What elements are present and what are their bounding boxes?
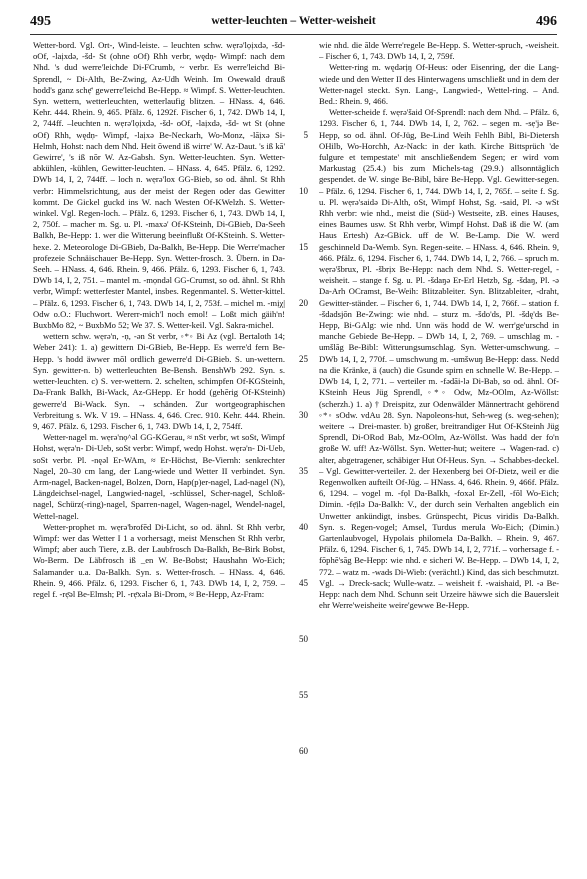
line-number: 10 [299,186,308,196]
line-number: 35 [299,466,308,476]
entry-wetter-regel-cont: wie nhd. die ālde Werre'regele Be-Hepp. S. Wetter-spruch, -weisheit. – Fischer 6, 1, 743. DWb 14, I, 2, 759f. [319,40,559,62]
page-number-right: 496 [536,14,557,29]
line-number: 40 [299,522,308,532]
entry-wettern: wettern schw. wẹrə'n, -ṇ, -ən St verbr, ◦*◦ Bi Az (vgl. Bertaloth 14; Weber 241): 1. a) gewittern Di-GBieb, Be-Hepp. Es werre'd fern Be-Hepp. 's hodd äwwer mōl ordlich gewerre'd Di-GBieb. S. un-wettern. Syn. gewitter-n. b) wetterleuchten Be-Bensh. BenshWb 292. Syn. s. wetter-leuchten. c) S. ver-wettern. 2. schelten, schimpfen Of-KGSteinh, Da-Frank Balkh, Bi-Wack, Az-GHepp. Er hodd (gehērig Of-KSteinh) gewerre'd Bi-Wack. Syn. → schänden. Zur wortgeographischen Verbreitung s. Wk. V 19. – HNass. 4, 646. Crec. 910. Kehr. 444. Rhein. 9, 467. Pfälz. 6, 1293. Fischer 6, 1, 743. DWb 14, I, 2, 754ff. [33,331,285,431]
right-column [319,40,559,868]
entry-wetter-nagel: Wetter-nagel m. wẹrə'nọ^əl GG-KGerau, ≈ nSt verbr, wt soSt, Wimpf Hohst, wẹrə'n- Di-Ueb, soSt verbr: Wimpf, wedṇ Hohst. wẹrə'n- Di-Ueb, soSt verbr. Pl. -nęəl Er-WAm, ≈ Er-Höchst, Be-Viernh: senkrechter Nagel, 20–30 cm lang, der Lang-wiede und Wetter II verbindet. Syn. Arm-nagel, Backen-nagel, Bolzen, Dorn, Hap(p)er-nagel, Lad-nagel (N), Längdeichsel-nagel, Langwied-nagel, -schlüssel, Scher-nagel, Schloß-nagel, Schürz(-ring)-nagel, Sparren-nagel, Wagen-nagel, Wendel-nagel, Wettel-nagel. [33,432,285,521]
line-number-gutter [288,40,312,868]
entry-wetter-ring: Wetter-ring m. wędərịŋ Of-Heus: oder Eisenring, der die Lang-wiede und den Wetter II des Hinterwagens umschließt und in dem der Wetter-nagel steckt. Syn. Lang-, Langwied-, Wettel-ring. – And. Bed.: Rhein. 9, 466. [319,62,559,107]
entry-wetter-prophet: Wetter-prophet m. wẹrə'brofēd Di-Licht, so od. ähnl. St Rhh verbr, Wimpf: wer das Wetter I 1 a vorhersagt, meist Menschen St Rhh verbr, Wimpf; aber auch Tiere, z.B. der Laubfrosch Da-Balkh, Be-Birk Bobst, Wo-Berm. De Läbfrosch iß _en W. Be-Bobst; Haushahn Wo-Eich; Salamander u.a. Da-Balkh. Syn. s. Wetter-frosch. – HNass. 4, 646. Rhein. 9, 466. Pfälz. 6, 1293. Fischer 6, 1, 743. DWb 14, I, 2, 759. – regel f. -rẹ̄əl Be-Elmsh; Pl. -rẹ̄xələ Bi-Drom, ≈ Be-Hepp, Az-Fram: [33,521,285,599]
line-number: 60 [299,746,308,756]
entry-wetter-bord: Wetter-bord. Vgl. Ort-, Wind-leiste. – leuchten schw. wẹrə'lọịxdə, -šd- oOf, -laịxdə, -šd- St (ohne oOf) Rhh verbr, wędṇ- Wimpf: nach dem Nhd. 's dud werre'leichde Di-FCrumb, ~ verbr. Es werre'leichd Bi-Sprendl, ~ Di-Alth, Be-Zwing, Az-Udh Weinh. Im Owewald drauß hodd's ganz schẹ̄' gewerre'leichd Be-Hepp. ≈ Wimpf. S. Wetter-leuchten. Syn. wettern, wetterleuchten, wetterlaufig blitzen. – HNass. 4, 646. Kehr. 444. Rhein. 9, 465. Pfälz. 6, 1292f. Fischer 6, 1, 742. DWb 14, I, 2, 744ff. –leuchten n. wẹrə'lọịxdə, -šd- oOf, -laịxdə, -šd- wt St (ohne oOf) Rhh, wędṇ- Wimpf, -laịxə Be-Neckarh, Wo-Monz, -lāịxə Si-Helmh, Hohst: nach dem Nhd. Heit ōwend iß wirre' W. Az-Daut. 's iß kā' Gewirre', 's iß nōr W. Az-Gabsh. Syn. Wetter-leuchten. Syn. Wetter-abkühlen, -kühlen, Gewitter-leuchten. – HNass. 4, 645. Pfälz. 6, 1292. DWb 14, I, 2, 744ff. – loch n. wẹrə'lox GG-Bieb, so od. ähnl. St Rhh verbr: Himmelsrichtung, aus der meist der Regen oder das Gewitter kommt. De Gickel guckd ins W. nach Westen Of-KWelzh. S. Wetter-winkel. Vgl. Regen-loch. – Pfälz. 6, 1293. Fischer 6, 1, 743. DWb 14, I, 2, 750f. – macher m. Sg. u. Pl. -maxə' Of-KSteinh, Di-GBieb, Da-Seeh Balkh, Be-Hepp: 1. wer die Witterung beeinflußt Of-KSteinh. S. Wetter-hexe. 2. Meteorologe Di-GBieb, Da-Balkh, Be-Hepp. Die Werre'macher profezeie Schnäischauer Be-Hepp. Syn. Wetter-frosch. 3. Übern. in Da-Seeh. – HNass. 4, 646. Rhein. 9, 466. Pfälz. 6, 1293. Fischer 6, 1, 743. DWb 14, I, 2, 751. – mantel m. -mọndəl GG-Crumst, so od. ähnl. St Rhh verbr, Wimpf: wetterfester Mantel, insbes. Regenmantel. S. Wetter-kittel. – Pfälz. 6, 1293. Fischer 6, 1, 743. DWb 14, I, 2, 753f. – michel m. -mịχ| Odw o.O.: Fluchwort. Wererr-mich'l noch emol! – Loßt mich gäih'n! BuxbMo 82, ~ BuxbMo 52; We 37. S. Wetter-keil. Vgl. Sakra-michel. [33,40,285,331]
line-number: 20 [299,298,308,308]
line-number: 30 [299,410,308,420]
line-number: 50 [299,634,308,644]
header-rule [30,34,557,35]
entry-wetter-scheide: Wetter-scheide f. wẹrə'šaid Of-Sprendl: nach dem Nhd. – Pfälz. 6, 1293. Fischer 6, 1, 744. DWb 14, I, 2, 762. – segen m. -sẹ'jə Be-Hepp, so od. ähnl. Of-Jüg, Be-Lind Weih Fehlh Bibl, Bi-Dietersh OHilb, Wo-Horchh, Az-Nack: in der kath. Kirche Bittsprüch 'de fulgure et tempestate' mit anschließendem Segen; er wird vom Markustag (25.4.) bis zum Michels-tag (29.9.) allsonntäglich gespendet. de W. singe Be-Bibl, bäre Be-Hepp. Vgl. Gewitter-segen. – Pfälz. 6, 1294. Fischer 6, 1, 744. DWb 14, I, 2, 765f. – seite f. Sg. u. Pl. wẹrə'saidə Di-Alth, oSt, Wimpf Hohst, Sg. -said, Pl. -ə wSt Rhh verbr: wie nhd., meist die (Süd-) Westseite, zB. eines Hauses, eines Baumes usw. St Rhh verbr, Wimpf Hohst. Daß iß die W. (am Haus Ertesh) Az-GBick. uff de W. Be-Lamp. Die W. werd geschinneld Da-Wemb. Syn. Regen-seite. – HNass. 4, 646. Rhein. 9, 466. Pfälz. 6, 1294. Fischer 6, 1, 744. DWb 14, I, 2, 766. – spruch m. wẹrə'šbrux, Pl. -šbrịx Be-Hepp: nach dem Nhd. S. Wetter-regel, -weisheit. – stange f. Sg. u. Pl. -šdaŋə Er-Erl Hetzb, Sg. -šdaŋ, Pl. -ə Da-Arh OCramst, Be-Weih: Blitzableiter. Syn. Blitzableiter, -draht, Gewitter-ständer. – Fischer 6, 1, 744. DWb 14, I, 2, 766f. – station f. -šdadsjōn Be-Zwing: wie nhd. – sturz m. -šdo'ds, Pl. -šdę'ds Be-Hepp, Bi-GAlg: wie nhd. Unn wäs hodd de W. werr'ge'urschd in manche Gebiede Be-Hepp. – DWb 14, I, 2, 769. – umschlag m. -umšlāg Be-Bibl: Witterungsumschlag. Syn. Wetter-umschwung. – DWb 14, I, 2, 770f. – umschwung m. -umšwuŋ Be-Hepp: dass. Nedd na die Kränke, ä (auch) die Gsunde spirn en schnelle W. Be-Hepp. – DWb 14, I, 2, 771. – verteiler m. -fədāi-lə Di-Bab, so od. ähnl. Of-KSteinh Heus Jüg Sprendl, ◦*◦ Odw, Mz-OOlm, Az-Wöllst: (scherzh.) 1. a) † Dreispitz, zur Odenwälder Männertracht gehörend ◦*◦ sOdw. vdAu 28. Syn. Napoleons-hut, Seh-weg (s. weg-sehen); weitere → Drei-master. b) großer, breitrandiger Hut Of-KSteinh Jüg Sprendl, Di-ORod Bab, Mz-OOlm, Az-Wöllst. Was hadd der fo'n große W. uff! Az-Wöllst. Syn. Wetter-hut; weitere → Wagen-rad. c) alter, abgetragener, schäbiger Hut Of-Heus. Syn. → Schabbes-deckel. – Vgl. Gewitter-verteiler. 2. der Hexenberg bei Of-Dietz, weil er die Regenwolken aufteilt Of-Jüg. – HNass. 4, 646. Rhein. 9, 466f. Pfälz. 6, 1294. – vogel m. -fọl Da-Balkh, -foxəl Er-Zell, -fōl Wo-Eich; Dimin. -fẹ̄ịlə Da-Balkh: V., der durch sein Verhalten angeblich ein Unwetter ankündigt, insbes. Grünspecht, Picus viridis Da-Balkh. Syn. s. Regen-vogel; Amsel, Turdus merula Wo-Eich; (Dimin.) Gartenlaubvogel, Hypolais philomela Da-Balkh. – Rhein. 9, 467. Pfälz. 6, 1294. Fischer 6, 1, 745. DWb 14, I, 2, 771f. – vorhersage f. -fōphē'sāg Be-Hepp: wie nhd. e sicheri W. Be-Hepp. – DWb 14, I, 2, 772. – watz m. -wads Di-Wieb: (verächtl.) Kind, das sich beschmutzt. Vgl. → Dreck-sack; Wulle-watz. – weisheit f. -waishaid, Pl. -ə Be-Hepp: nach dem Nhd. Schunn seit Urzeire häwwe sich die Bauersleit ehr Werre'weisheite weire'gewwe Be-Hepp. [319,107,559,611]
running-head: wetter-leuchten – Wetter-weisheit [211,15,376,27]
line-number: 5 [303,130,308,140]
line-number: 45 [299,578,308,588]
page-header [0,0,587,40]
page-number-left: 495 [30,14,51,29]
line-number: 55 [299,690,308,700]
left-column [33,40,285,868]
line-number: 25 [299,354,308,364]
line-number: 15 [299,242,308,252]
